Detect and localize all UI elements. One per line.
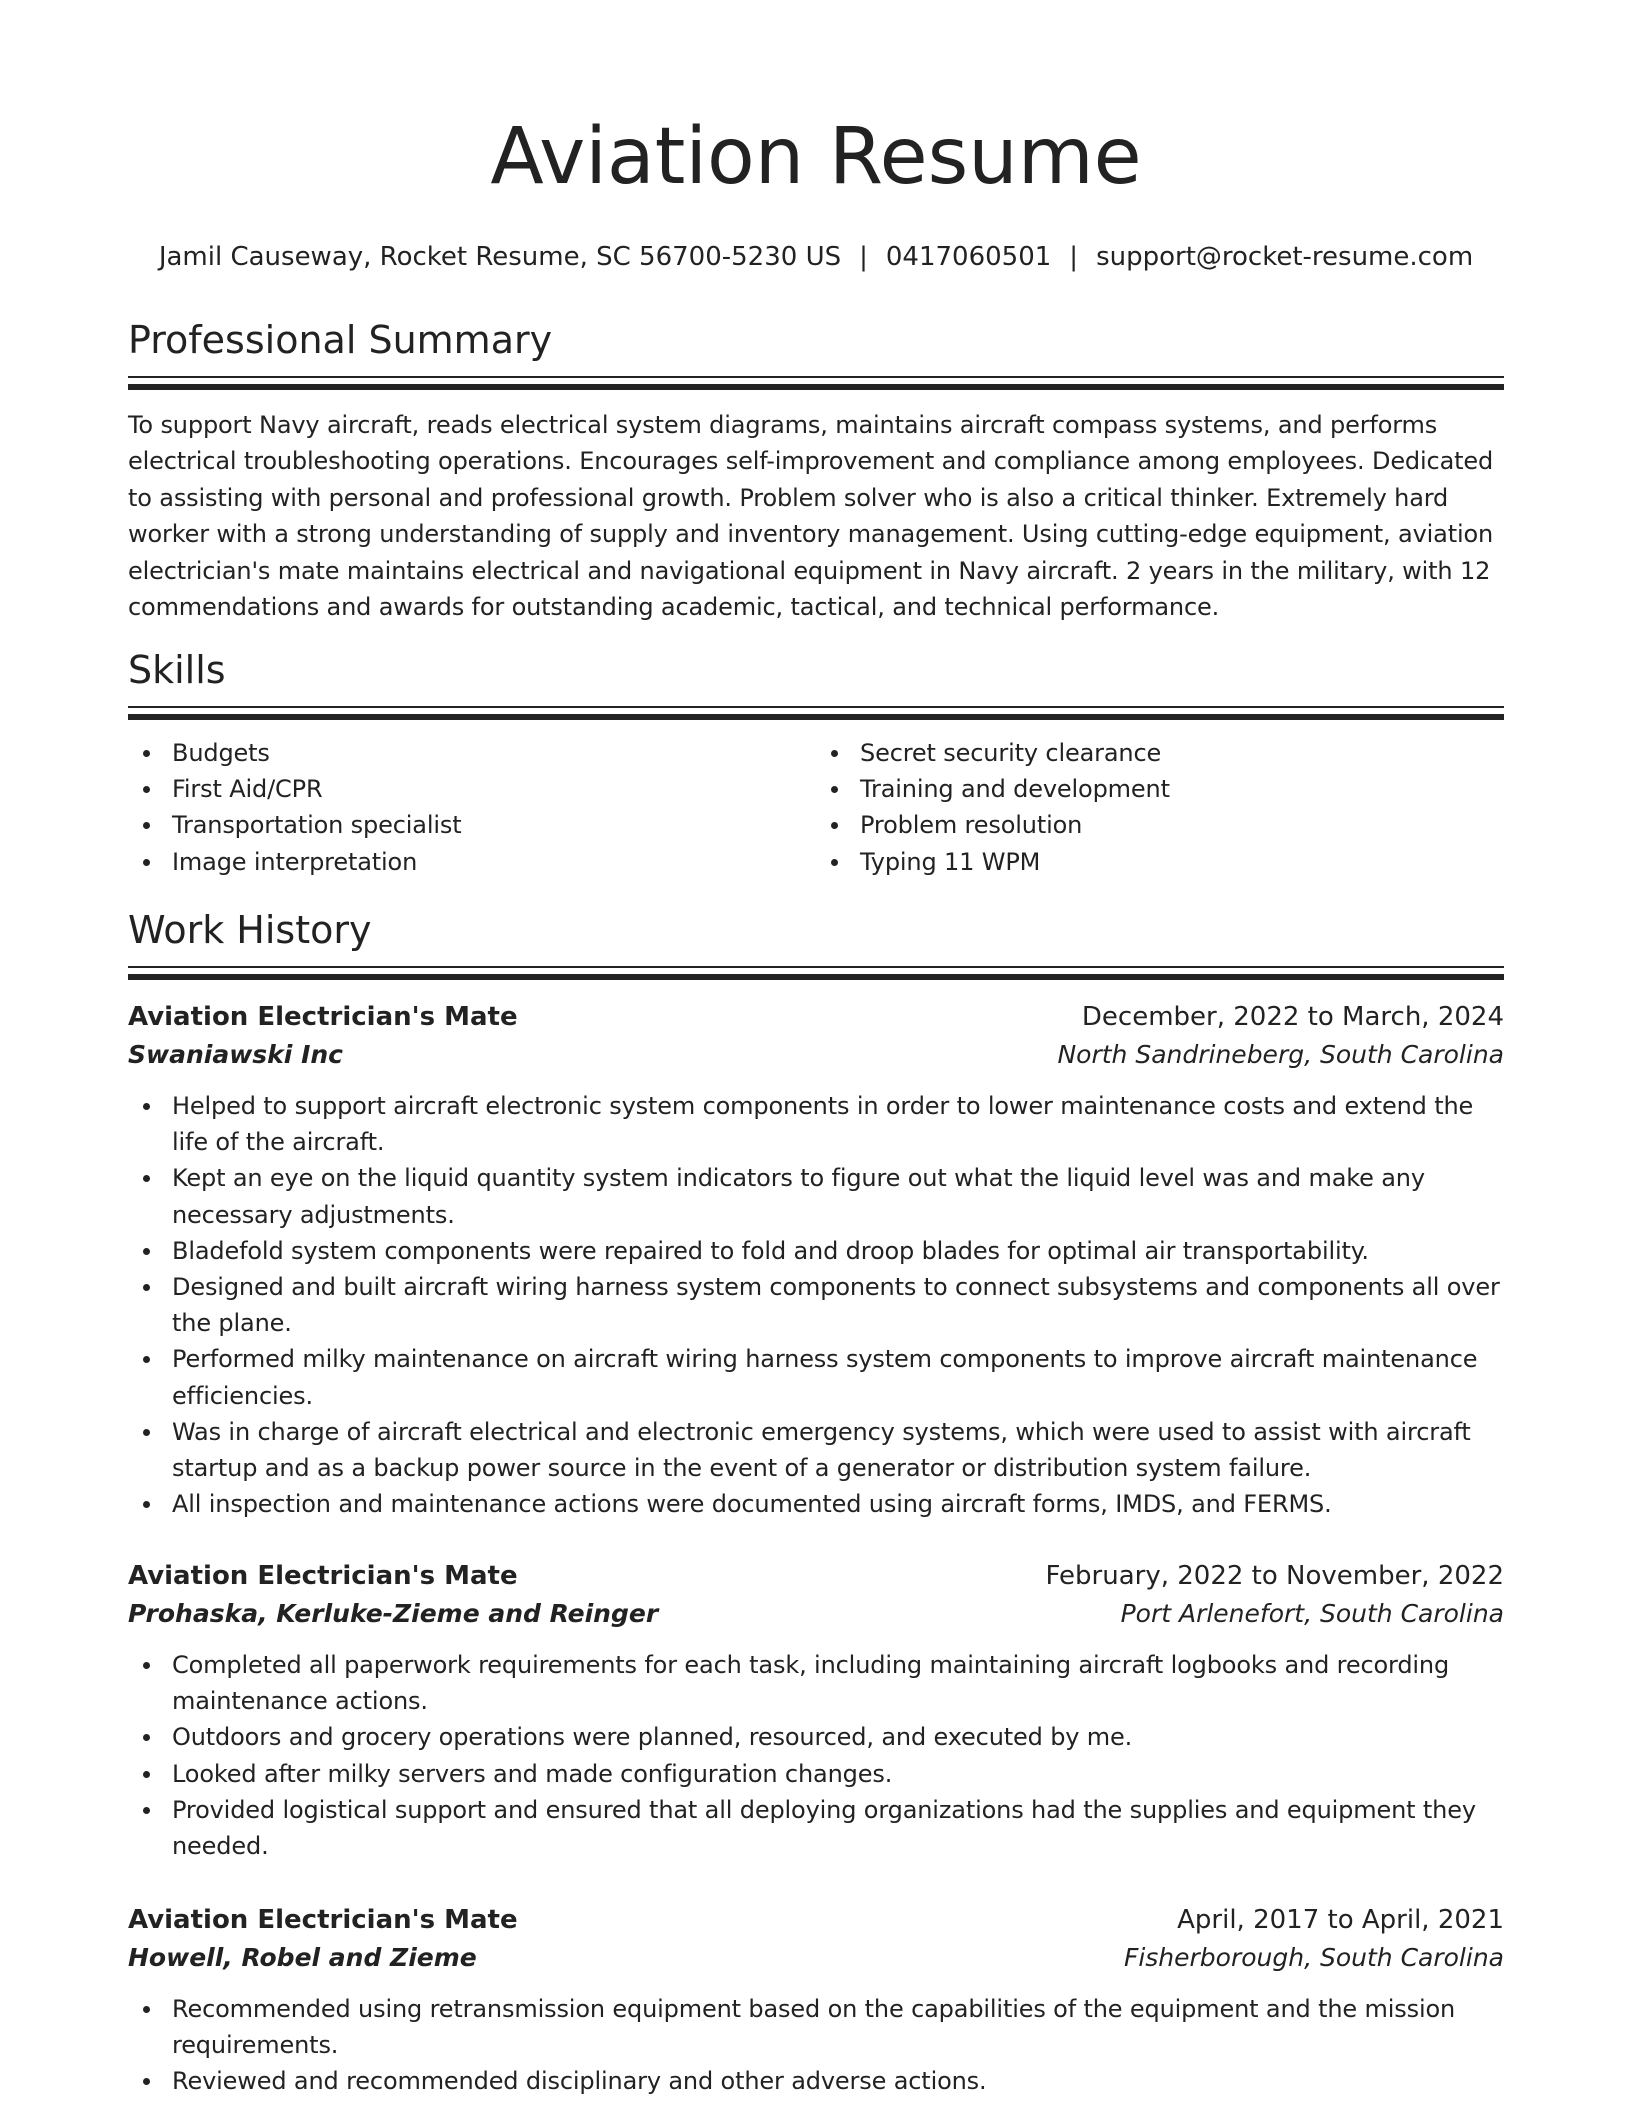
job-bullet: Reviewed and recommended disciplinary and other adverse actions. (172, 2063, 1504, 2099)
job-company: Howell, Robel and Zieme (128, 1943, 477, 1972)
job-bullets (128, 1088, 1504, 1522)
job-entry (128, 1557, 1504, 1864)
job-title: Aviation Electrician's Mate (128, 1002, 518, 1032)
job-entry (128, 998, 1504, 1522)
job-bullets (128, 1647, 1504, 1864)
job-subheader (128, 1036, 1504, 1074)
summary-heading: Professional Summary (128, 318, 553, 362)
skills-section (128, 648, 1504, 880)
job-company: Swaniawski Inc (128, 1040, 344, 1069)
job-bullet: Bladefold system components were repaired to fold and droop blades for optimal air transportability. (172, 1233, 1504, 1269)
contact-separator: | (859, 242, 868, 272)
skills-column-left (128, 735, 816, 880)
skill-item: Training and development (860, 771, 1504, 807)
contact-phone: 0417060501 (885, 242, 1052, 272)
job-bullet: All inspection and maintenance actions were documented using aircraft forms, IMDS, and FERMS. (172, 1486, 1504, 1522)
job-title: Aviation Electrician's Mate (128, 1905, 518, 1935)
contact-line (68, 242, 1564, 272)
skill-item: Problem resolution (860, 807, 1504, 843)
job-bullet: Helped to support aircraft electronic system components in order to lower maintenance costs and extend the life of the aircraft. (172, 1088, 1504, 1160)
job-subheader (128, 1595, 1504, 1633)
job-entry (128, 1901, 1504, 2100)
job-bullet: Designed and built aircraft wiring harness system components to connect subsystems and components all over the plane. (172, 1269, 1504, 1341)
job-bullet: Looked after milky servers and made configuration changes. (172, 1756, 1504, 1792)
job-bullets (128, 1991, 1504, 2100)
contact-email[interactable]: support@rocket-resume.com (1096, 242, 1474, 272)
skill-item: Budgets (172, 735, 816, 771)
skill-item: First Aid/CPR (172, 771, 816, 807)
job-location: Fisherborough, South Carolina (1123, 1943, 1504, 1972)
job-bullet: Performed milky maintenance on aircraft wiring harness system components to improve aircraft maintenance efficiencies. (172, 1341, 1504, 1413)
skill-item: Transportation specialist (172, 807, 816, 843)
contact-address: Jamil Causeway, Rocket Resume, SC 56700-5230 US (158, 242, 842, 272)
job-dates: April, 2017 to April, 2021 (1177, 1905, 1504, 1935)
job-company: Prohaska, Kerluke-Zieme and Reinger (128, 1599, 659, 1628)
skills-grid (128, 735, 1504, 880)
job-bullet: Was in charge of aircraft electrical and electronic emergency systems, which were used to assist with aircraft startup and as a backup power source in the event of a generator or distribution system failure. (172, 1414, 1504, 1486)
section-divider (128, 376, 1504, 391)
section-divider (128, 966, 1504, 981)
job-bullet: Recommended using retransmission equipment based on the capabilities of the equipment and the mission requirements. (172, 1991, 1504, 2063)
contact-separator: | (1069, 242, 1079, 272)
job-header (128, 1901, 1504, 1939)
job-header (128, 998, 1504, 1036)
job-header (128, 1557, 1504, 1595)
skill-item: Secret security clearance (860, 735, 1504, 771)
section-divider (128, 706, 1504, 721)
job-location: North Sandrineberg, South Carolina (1057, 1040, 1504, 1069)
work-history-section (128, 908, 1504, 981)
summary-text: To support Navy aircraft, reads electrical system diagrams, maintains aircraft compass systems, and performs electrical troubleshooting operations. Encourages self-improvement and compliance among employees. Dedicated to assisting with personal and professional growth. Problem solver who is also a critical thinker. Extremely hard worker with a strong understanding of supply and inventory management. Using cutting-edge equipment, aviation electrician's mate maintains electrical and navigational equipment in Navy aircraft. 2 years in the military, with 12 commendations and awards for outstanding academic, tactical, and technical performance. (128, 411, 1494, 622)
job-bullet: Outdoors and grocery operations were planned, resourced, and executed by me. (172, 1719, 1504, 1755)
job-subheader (128, 1939, 1504, 1977)
job-bullet: Completed all paperwork requirements for each task, including maintaining aircraft logbooks and recording maintenance actions. (172, 1647, 1504, 1719)
job-bullet: Kept an eye on the liquid quantity system indicators to figure out what the liquid level was and make any necessary adjustments. (172, 1160, 1504, 1232)
skills-heading: Skills (128, 648, 226, 692)
job-dates: February, 2022 to November, 2022 (1045, 1561, 1504, 1591)
skill-item: Typing 11 WPM (860, 844, 1504, 880)
skills-column-right (816, 735, 1504, 880)
job-title: Aviation Electrician's Mate (128, 1561, 518, 1591)
job-location: Port Arlenefort, South Carolina (1120, 1599, 1504, 1628)
document-title: Aviation Resume (490, 112, 1142, 202)
job-bullet: Provided logistical support and ensured that all deploying organizations had the supplies and equipment they needed. (172, 1792, 1504, 1864)
summary-section (128, 318, 1504, 625)
job-dates: December, 2022 to March, 2024 (1081, 1002, 1504, 1032)
skill-item: Image interpretation (172, 844, 816, 880)
work-history-heading: Work History (128, 908, 372, 952)
